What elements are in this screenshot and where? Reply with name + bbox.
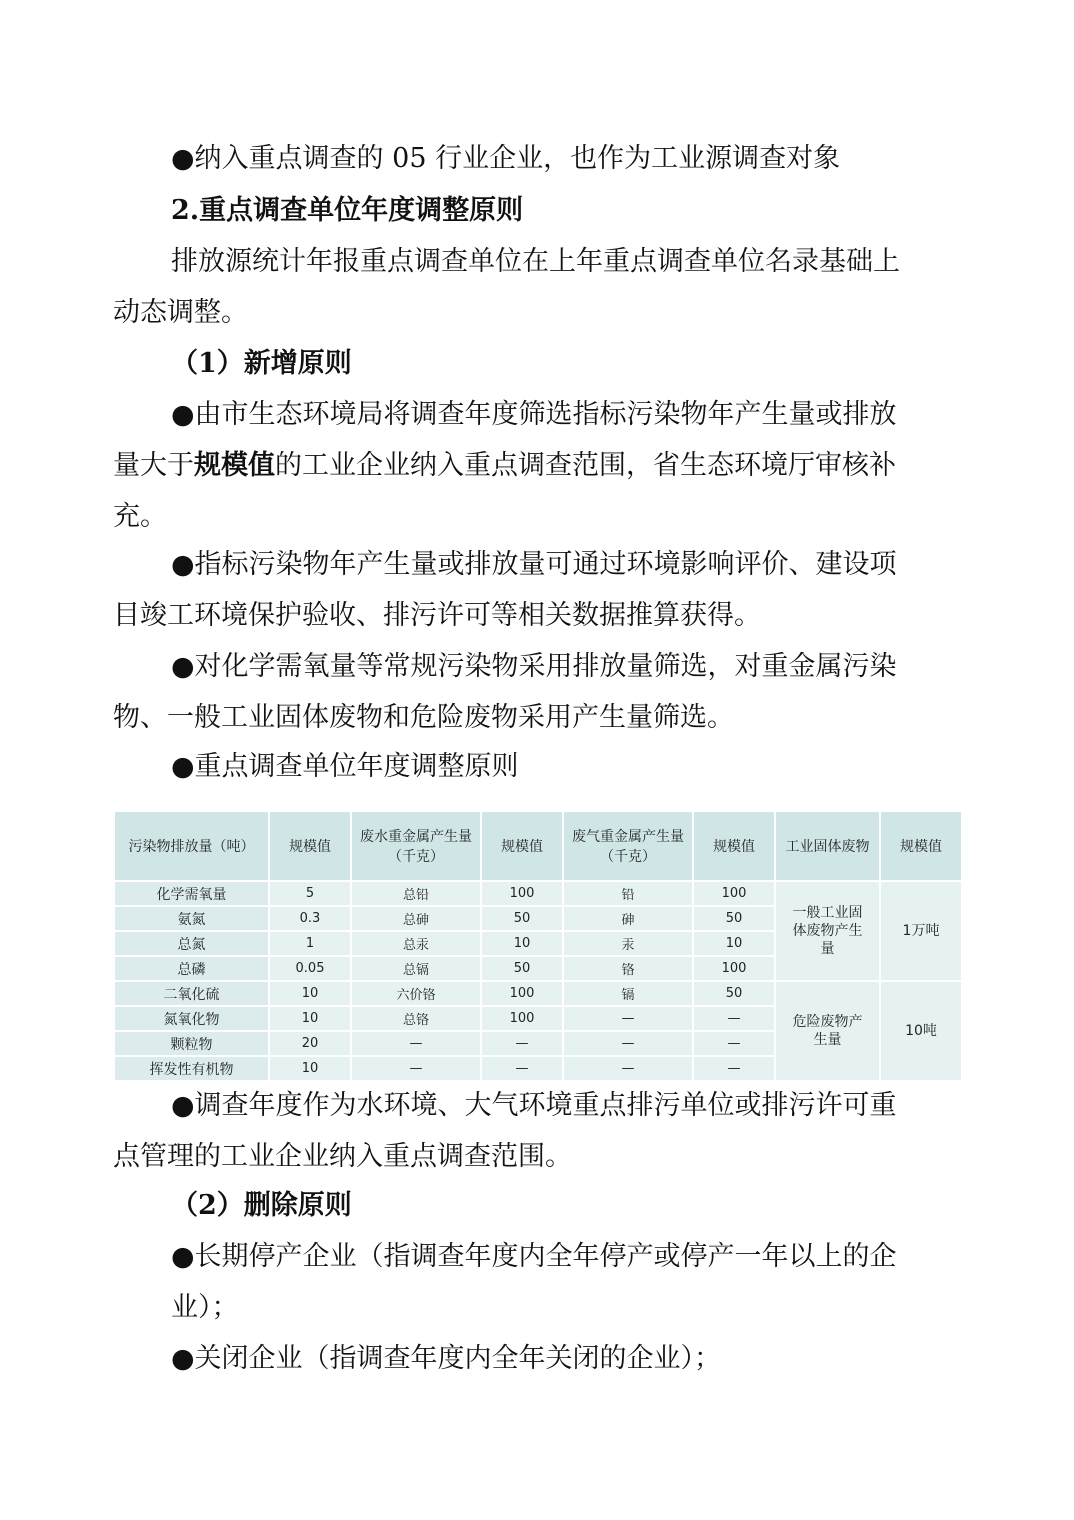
text-fragment: 的工业企业纳入重点调查范围，省生态环境厅审核补 <box>275 450 896 481</box>
header-scale-value: 规模值 <box>269 811 351 881</box>
table-cell: 砷 <box>563 906 693 931</box>
table-cell: 颗粒物 <box>114 1031 269 1056</box>
header-exhaust-metal: 废气重金属产生量（千克） <box>563 811 693 881</box>
table-cell: — <box>693 1056 775 1081</box>
paragraph-key-unit-line2: 点管理的工业企业纳入重点调查范围。 <box>113 1141 572 1172</box>
table-cell: 二氧化硫 <box>114 981 269 1006</box>
table-cell: 10 <box>269 1056 351 1081</box>
table-cell: 化学需氧量 <box>114 881 269 906</box>
table-cell: 氮氧化物 <box>114 1006 269 1031</box>
scale-value-table <box>113 810 961 1078</box>
table-cell: — <box>693 1006 775 1031</box>
table-cell: 100 <box>481 981 563 1006</box>
table-cell: 总氮 <box>114 931 269 956</box>
table-cell: 挥发性有机物 <box>114 1056 269 1081</box>
paragraph-screening-line1: ●对化学需氧量等常规污染物采用排放量筛选，对重金属污染 <box>171 651 897 682</box>
table-header-row <box>114 811 962 881</box>
table-cell: 100 <box>693 881 775 906</box>
text-fragment: 量大于 <box>113 450 194 481</box>
table-cell: 10 <box>481 931 563 956</box>
table-cell: — <box>481 1056 563 1081</box>
table-cell: 50 <box>481 956 563 981</box>
table-cell: 六价铬 <box>351 981 481 1006</box>
table-cell: 50 <box>481 906 563 931</box>
table-row <box>114 881 962 906</box>
paragraph-delete-line1: ●长期停产企业（指调查年度内全年停产或停产一年以上的企 <box>171 1241 897 1272</box>
table-cell-hazardous-value: 10吨 <box>880 981 962 1081</box>
table-cell: — <box>563 1056 693 1081</box>
emphasis-scale-value: 规模值 <box>194 450 275 481</box>
table-cell: 100 <box>481 881 563 906</box>
table-cell: 铅 <box>563 881 693 906</box>
section-heading: 2.重点调查单位年度调整原则 <box>171 195 524 226</box>
paragraph-add-line2 <box>113 440 963 492</box>
table-cell: 100 <box>693 956 775 981</box>
table-cell: 总铬 <box>351 1006 481 1031</box>
header-scale-value: 规模值 <box>693 811 775 881</box>
paragraph-screening-line2: 物、一般工业固体废物和危险废物采用产生量筛选。 <box>113 702 734 733</box>
table-cell: 0.05 <box>269 956 351 981</box>
table-cell: 铬 <box>563 956 693 981</box>
table-cell: 5 <box>269 881 351 906</box>
table-cell: 50 <box>693 906 775 931</box>
header-pollutant-emission: 污染物排放量（吨） <box>114 811 269 881</box>
paragraph-delete-line2: 业）； <box>171 1292 239 1323</box>
table-cell: 1 <box>269 931 351 956</box>
header-wastewater-metal: 废水重金属产生量（千克） <box>351 811 481 881</box>
table-cell: 20 <box>269 1031 351 1056</box>
header-scale-value: 规模值 <box>880 811 962 881</box>
table-cell: 总铅 <box>351 881 481 906</box>
table-row <box>114 981 962 1006</box>
table-cell: 总砷 <box>351 906 481 931</box>
paragraph-key-unit-line1: ●调查年度作为水环境、大气环境重点排污单位或排污许可重 <box>171 1090 897 1121</box>
table-cell-solid-general-value: 1万吨 <box>880 881 962 981</box>
paragraph-add-line1: ●由市生态环境局将调查年度筛选指标污染物年产生量或排放 <box>171 399 897 430</box>
table-cell: 总汞 <box>351 931 481 956</box>
table-cell-hazardous: 危险废物产生量 <box>775 981 880 1081</box>
table-cell: — <box>351 1031 481 1056</box>
table-cell: — <box>563 1031 693 1056</box>
table-cell-solid-general: 一般工业固体废物产生量 <box>775 881 880 981</box>
table-cell: — <box>693 1031 775 1056</box>
table-cell: 10 <box>269 981 351 1006</box>
table-cell: 镉 <box>563 981 693 1006</box>
paragraph-closed-enterprise: ●关闭企业（指调查年度内全年关闭的企业）； <box>171 1343 722 1374</box>
paragraph-intro-line2: 动态调整。 <box>113 297 248 328</box>
paragraph-estimate-line2: 目竣工环境保护验收、排污许可等相关数据推算获得。 <box>113 600 761 631</box>
table-cell: 10 <box>693 931 775 956</box>
subheading-delete-principle: （2）删除原则 <box>171 1190 352 1221</box>
table-cell: 50 <box>693 981 775 1006</box>
table-cell: — <box>351 1056 481 1081</box>
table-cell: 氨氮 <box>114 906 269 931</box>
table-cell: 100 <box>481 1006 563 1031</box>
paragraph-table-caption: ●重点调查单位年度调整原则 <box>171 751 519 782</box>
table-cell: 总磷 <box>114 956 269 981</box>
table-cell: 总镉 <box>351 956 481 981</box>
table-cell: — <box>481 1031 563 1056</box>
paragraph-estimate-line1: ●指标污染物年产生量或排放量可通过环境影响评价、建设项 <box>171 549 897 580</box>
header-solid-waste: 工业固体废物 <box>775 811 880 881</box>
paragraph-intro-line1: 排放源统计年报重点调查单位在上年重点调查单位名录基础上 <box>171 246 900 277</box>
paragraph-05-industry: ●纳入重点调查的 05 行业企业，也作为工业源调查对象 <box>171 143 841 174</box>
table-cell: 0.3 <box>269 906 351 931</box>
subheading-add-principle: （1）新增原则 <box>171 348 352 379</box>
header-scale-value: 规模值 <box>481 811 563 881</box>
table-cell: — <box>563 1006 693 1031</box>
table-cell: 10 <box>269 1006 351 1031</box>
paragraph-add-line3: 充。 <box>113 501 167 532</box>
table-cell: 汞 <box>563 931 693 956</box>
